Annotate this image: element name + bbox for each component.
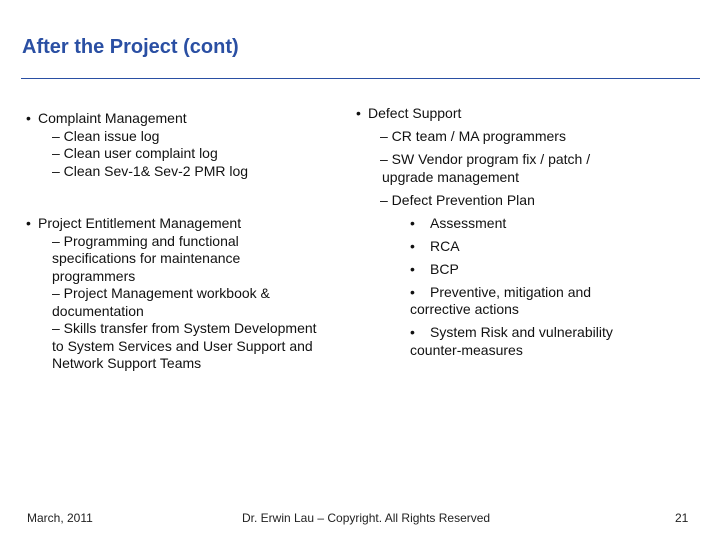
complaint-heading: • Complaint Management	[26, 110, 187, 126]
plan-item-continuation: counter-measures	[410, 341, 523, 358]
plan-item: • BCP	[410, 260, 459, 277]
bullet-dot: •	[26, 110, 31, 126]
defect-item: – Defect Prevention Plan	[380, 191, 535, 208]
entitlement-item: – Programming and functional specifications for maintenance programmers	[52, 232, 241, 284]
bullet-dot: •	[410, 283, 415, 300]
defect-item-continuation: upgrade management	[382, 168, 519, 185]
defect-support-heading: • Defect Support	[356, 105, 462, 121]
page-number: 21	[675, 511, 689, 525]
bullet-dot: •	[410, 214, 415, 231]
footer-date: March, 2011	[27, 511, 93, 525]
bullet-dot: •	[26, 215, 31, 231]
entitlement-block	[26, 215, 324, 373]
plan-item: • Preventive, mitigation and	[410, 283, 592, 300]
plan-item: • RCA	[410, 237, 460, 254]
defect-item: – CR team / MA programmers	[380, 128, 566, 144]
bullet-dot: •	[410, 324, 415, 340]
slide-title: After the Project (cont)	[22, 36, 239, 58]
entitlement-heading: • Project Entitlement Management	[26, 215, 242, 231]
entitlement-item: – Skills transfer from System Development to System Services and User Support and Network Support Teams	[52, 320, 317, 371]
title-divider	[21, 78, 700, 79]
footer-copyright: Dr. Erwin Lau – Copyright. All Rights Reserved	[242, 511, 491, 525]
complaint-item: – Clean issue log	[52, 127, 160, 144]
complaint-item: – Clean user complaint log	[52, 145, 218, 161]
bullet-dot: •	[410, 260, 415, 277]
defect-item: – SW Vendor program fix / patch /	[380, 151, 591, 167]
complaint-management-block	[26, 110, 248, 180]
plan-item: • Assessment	[410, 214, 507, 231]
defect-support-block	[344, 105, 613, 359]
bullet-dot: •	[356, 105, 361, 121]
complaint-item: – Clean Sev-1& Sev-2 PMR log	[52, 162, 249, 179]
plan-item: • System Risk and vulnerability	[410, 324, 613, 340]
bullet-dot: •	[410, 237, 415, 254]
entitlement-item: – Project Management workbook & documentation	[52, 285, 270, 319]
plan-item-continuation: corrective actions	[410, 301, 519, 317]
